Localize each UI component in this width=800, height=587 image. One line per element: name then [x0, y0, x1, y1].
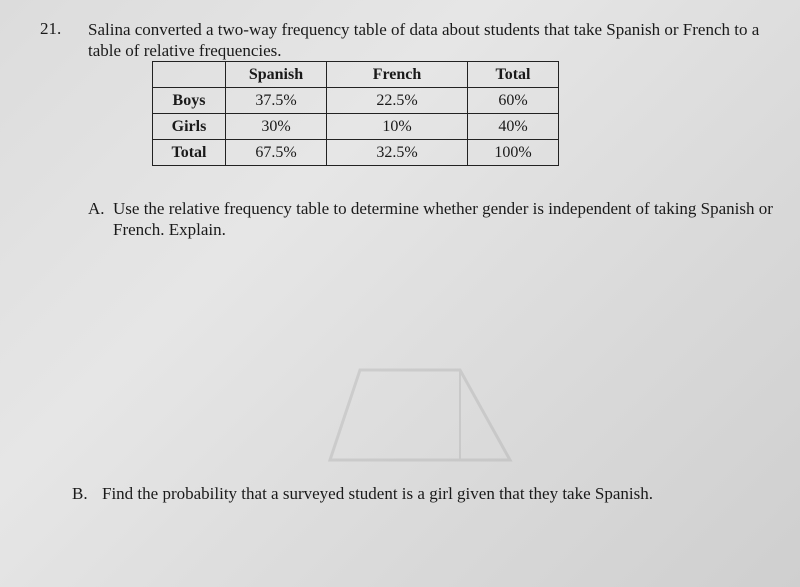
- question-text: Salina converted a two-way frequency table of data about students that take Spanish or French to a table of relative frequencies.: [88, 20, 760, 60]
- part-a: [88, 198, 778, 240]
- part-b: [72, 483, 782, 504]
- cell-boys-french: 22.5%: [327, 88, 468, 114]
- row-label-boys: Boys: [153, 88, 226, 114]
- row-label-total: Total: [153, 140, 226, 166]
- table-row: [153, 114, 559, 140]
- relative-frequency-table: [152, 61, 559, 166]
- bleed-through-shape: [320, 360, 520, 470]
- header-total: Total: [468, 62, 559, 88]
- cell-girls-french: 10%: [327, 114, 468, 140]
- question-number: 21.: [40, 19, 62, 38]
- part-a-letter: A.: [88, 199, 105, 218]
- cell-girls-total: 40%: [468, 114, 559, 140]
- part-b-text: Find the probability that a surveyed student is a girl given that they take Spanish.: [102, 484, 653, 503]
- row-label-girls: Girls: [153, 114, 226, 140]
- header-french: French: [327, 62, 468, 88]
- header-spanish: Spanish: [226, 62, 327, 88]
- part-b-letter: B.: [72, 484, 88, 503]
- table-row: [153, 140, 559, 166]
- cell-girls-spanish: 30%: [226, 114, 327, 140]
- cell-total-french: 32.5%: [327, 140, 468, 166]
- cell-boys-spanish: 37.5%: [226, 88, 327, 114]
- cell-total-spanish: 67.5%: [226, 140, 327, 166]
- cell-boys-total: 60%: [468, 88, 559, 114]
- table-header-row: [153, 62, 559, 88]
- part-a-text: Use the relative frequency table to determine whether gender is independent of taking Spanish or French. Explain.: [113, 199, 773, 239]
- table-corner-cell: [153, 62, 226, 88]
- table-row: [153, 88, 559, 114]
- cell-total-total: 100%: [468, 140, 559, 166]
